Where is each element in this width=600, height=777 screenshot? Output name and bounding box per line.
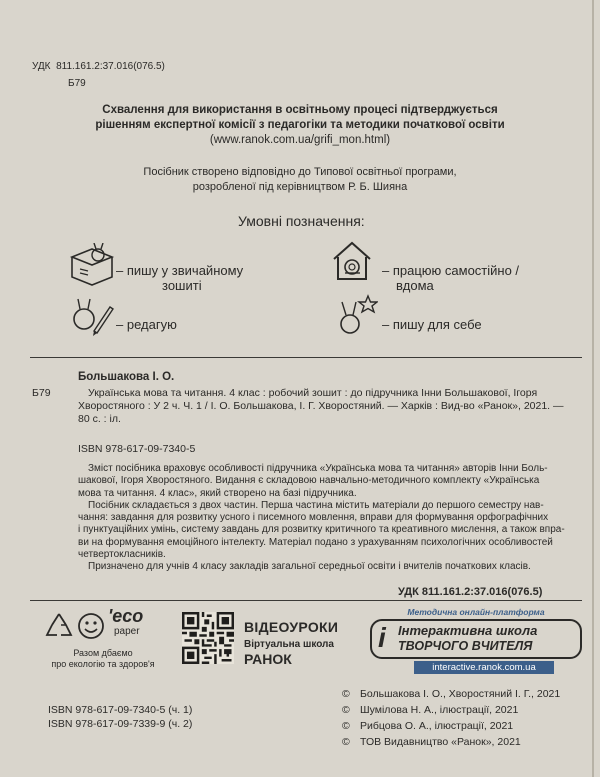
recycle-icon — [44, 611, 74, 641]
interactive-school-logo[interactable]: Методична онлайн-платформа i Інтерактивна школа ТВОРЧОГО ВЧИТЕЛЯ interactive.ranok.com.ua — [370, 607, 582, 673]
biblio-mark: Б79 — [32, 387, 51, 399]
approval-url[interactable]: (www.ranok.com.ua/grifi_mon.html) — [209, 134, 391, 146]
school-logo-letter: i — [378, 622, 386, 653]
approval-line-2: рішенням експертної комісії з педагогіки та методики початкової освіти — [95, 119, 505, 131]
house-snail-icon — [330, 239, 374, 283]
video-lessons-block: ВІДЕОУРОКИ Віртуальна школа РАНОК — [244, 619, 339, 667]
program-block — [40, 165, 560, 195]
approval-line-1: Схвалення для використання в освітньому процесі підтверджується — [102, 104, 498, 116]
approval-block — [40, 103, 560, 148]
udk-bottom: УДК 811.161.2:37.016(076.5) — [398, 586, 543, 598]
star-bunny-icon — [332, 294, 378, 338]
udk-top: УДК 811.161.2:37.016(076.5) — [32, 61, 165, 72]
legend-item-self: – пишу для себе — [382, 317, 482, 332]
divider-top — [30, 357, 582, 358]
smiley-leaf-icon — [77, 611, 105, 641]
legend-title: Умовні позначення: — [238, 213, 365, 229]
legend-item-edit: – редагую — [116, 317, 177, 332]
notebook-writing-icon — [68, 243, 116, 287]
copyright-row: © Большакова І. О., Хворостяний І. Г., 2021 — [342, 688, 561, 700]
school-url[interactable]: interactive.ranok.com.ua — [414, 661, 554, 674]
divider-bottom — [30, 600, 582, 601]
program-line-2: розробленої під керівництвом Р. Б. Шияна — [192, 181, 408, 193]
copyright-row: © Шумілова Н. А., ілюстрації, 2021 — [342, 704, 519, 716]
page-edge — [592, 0, 594, 777]
pencil-editing-icon — [68, 297, 114, 339]
program-line-1: Посібник створено відповідно до Типової освітньої програми, — [143, 166, 457, 178]
author-mark-top: Б79 — [68, 78, 86, 89]
biblio-isbn: ISBN 978-617-09-7340-5 — [78, 443, 196, 455]
isbn-list: ISBN 978-617-09-7340-5 (ч. 1) ISBN 978-617-09-7339-9 (ч. 2) — [48, 704, 193, 730]
qr-code-icon[interactable] — [182, 612, 234, 664]
legend-item-home: – працюю самостійно / вдома — [382, 263, 520, 293]
copyright-row: © ТОВ Видавництво «Ранок», 2021 — [342, 736, 521, 748]
copyright-row: © Рибцова О. А., ілюстрації, 2021 — [342, 720, 514, 732]
eco-paper-logo: 'eco paper — [108, 606, 144, 637]
ranok-logo: РАНОК — [244, 651, 292, 667]
biblio-abstract: Зміст посібника враховує особливості підручника «Українська мова та читання» авторів Інни Боль- шакової, Ігоря Хворостяного. Видання є складовою навчально-методичного комплекту «Українська мова та читання. 4 клас», який створено на базі підручника. Посібник складається з двох частин. Перша частина містить матеріали до першого семестру нав- чання: завдання для розвитку усного і писемного мовлення, вправи для формування орфографічних і пунктуаційних умінь, систему завдань для розвитку критичного та креативного мислення, а також впра- ви на формування емоційного інтелекту. Матеріал подано з урахуванням психологічних особливостей четвертокласників. Призначено для учнів 4 класу закладів загальної середньої освіти і вчителів початкових класів. — [78, 463, 565, 573]
biblio-description: Українська мова та читання. 4 клас : робочий зошит : до підручника Інни Большакової, Ігоря Хворостяного : У 2 ч. Ч. 1 / І. О. Большакова, І. Г. Хворостяний. — Харків : Вид-во «Ранок», 2021. — 80 с. : іл. — [78, 387, 564, 425]
biblio-author: Большакова І. О. — [78, 371, 175, 383]
eco-caption: Разом дбаємо про екологію та здоров'я — [51, 648, 155, 669]
legend-item-notebook: – пишу у звичайному зошиті — [116, 263, 244, 293]
